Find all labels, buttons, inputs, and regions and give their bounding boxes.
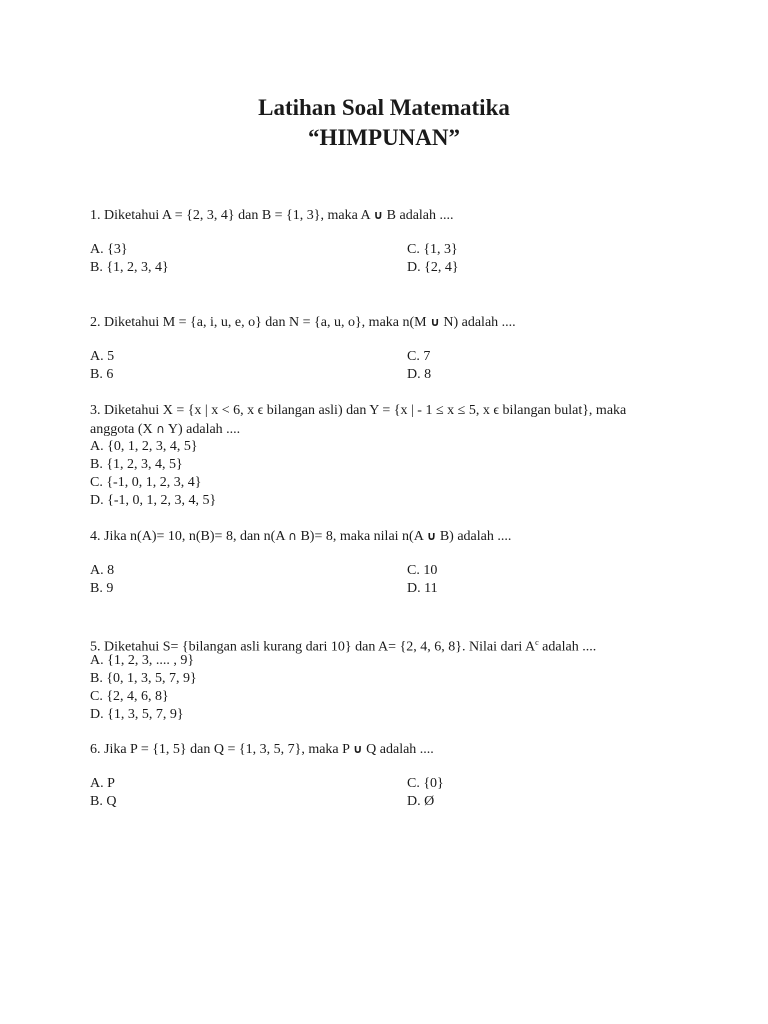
- q1-option-c: C. {1, 3}: [407, 242, 458, 257]
- question-2: 2. Diketahui M = {a, i, u, e, o} dan N = {a, u, o}, maka n(M ∪ N) adalah ....: [90, 315, 516, 330]
- q4-option-d: D. 11: [407, 581, 438, 596]
- q6-option-c: C. {0}: [407, 776, 444, 791]
- q1-option-b: B. {1, 2, 3, 4}: [90, 260, 169, 275]
- union-symbol: ∪: [352, 742, 363, 756]
- q5-option-b: B. {0, 1, 3, 5, 7, 9}: [90, 671, 197, 686]
- question-6: 6. Jika P = {1, 5} dan Q = {1, 3, 5, 7}, maka P ∪ Q adalah ....: [90, 742, 434, 757]
- question-3-line-2: anggota (X ∩ Y) adalah ....: [90, 422, 241, 437]
- intersection-symbol: ∩: [156, 422, 165, 436]
- question-4: 4. Jika n(A)= 10, n(B)= 8, dan n(A ∩ B)= 8, maka nilai n(A ∪ B) adalah ....: [90, 529, 512, 544]
- q5-option-c: C. {2, 4, 6, 8}: [90, 689, 169, 704]
- q4-option-a: A. 8: [90, 563, 115, 578]
- q4-option-c: C. 10: [407, 563, 438, 578]
- q5-option-d: D. {1, 3, 5, 7, 9}: [90, 707, 184, 722]
- q3-option-a: A. {0, 1, 2, 3, 4, 5}: [90, 439, 198, 454]
- q3-option-d: D. {-1, 0, 1, 2, 3, 4, 5}: [90, 493, 217, 508]
- union-symbol: ∪: [430, 315, 440, 329]
- q5-option-a: A. {1, 2, 3, .... , 9}: [90, 653, 195, 668]
- q6-option-b: B. Q: [90, 794, 117, 809]
- complement-superscript: c: [535, 638, 539, 647]
- q2-option-c: C. 7: [407, 349, 431, 364]
- union-symbol: ∪: [373, 208, 384, 222]
- q2-option-b: B. 6: [90, 367, 114, 382]
- question-1: 1. Diketahui A = {2, 3, 4} dan B = {1, 3}, maka A ∪ B adalah ....: [90, 208, 454, 223]
- question-3-line-1: 3. Diketahui X = {x | x < 6, x ϵ bilangan asli) dan Y = {x | - 1 ≤ x ≤ 5, x ϵ bilangan bulat}, maka: [90, 403, 627, 418]
- q1-option-d: D. {2, 4}: [407, 260, 459, 275]
- question-5: 5. Diketahui S= {bilangan asli kurang dari 10} dan A= {2, 4, 6, 8}. Nilai dari $A^c$ adalah ....: [90, 638, 597, 655]
- q2-option-a: A. 5: [90, 349, 115, 364]
- q2-option-d: D. 8: [407, 367, 432, 382]
- q4-option-b: B. 9: [90, 581, 114, 596]
- intersection-symbol: ∩: [288, 529, 297, 543]
- page-subtitle: “HIMPUNAN”: [307, 125, 461, 150]
- q3-option-b: B. {1, 2, 3, 4, 5}: [90, 457, 183, 472]
- union-symbol: ∪: [426, 529, 437, 543]
- q1-option-a: A. {3}: [90, 242, 128, 257]
- q6-option-a: A. P: [90, 776, 115, 791]
- q6-option-d: D. Ø: [407, 794, 435, 809]
- page-title: Latihan Soal Matematika: [258, 95, 510, 120]
- q3-option-c: C. {-1, 0, 1, 2, 3, 4}: [90, 475, 202, 490]
